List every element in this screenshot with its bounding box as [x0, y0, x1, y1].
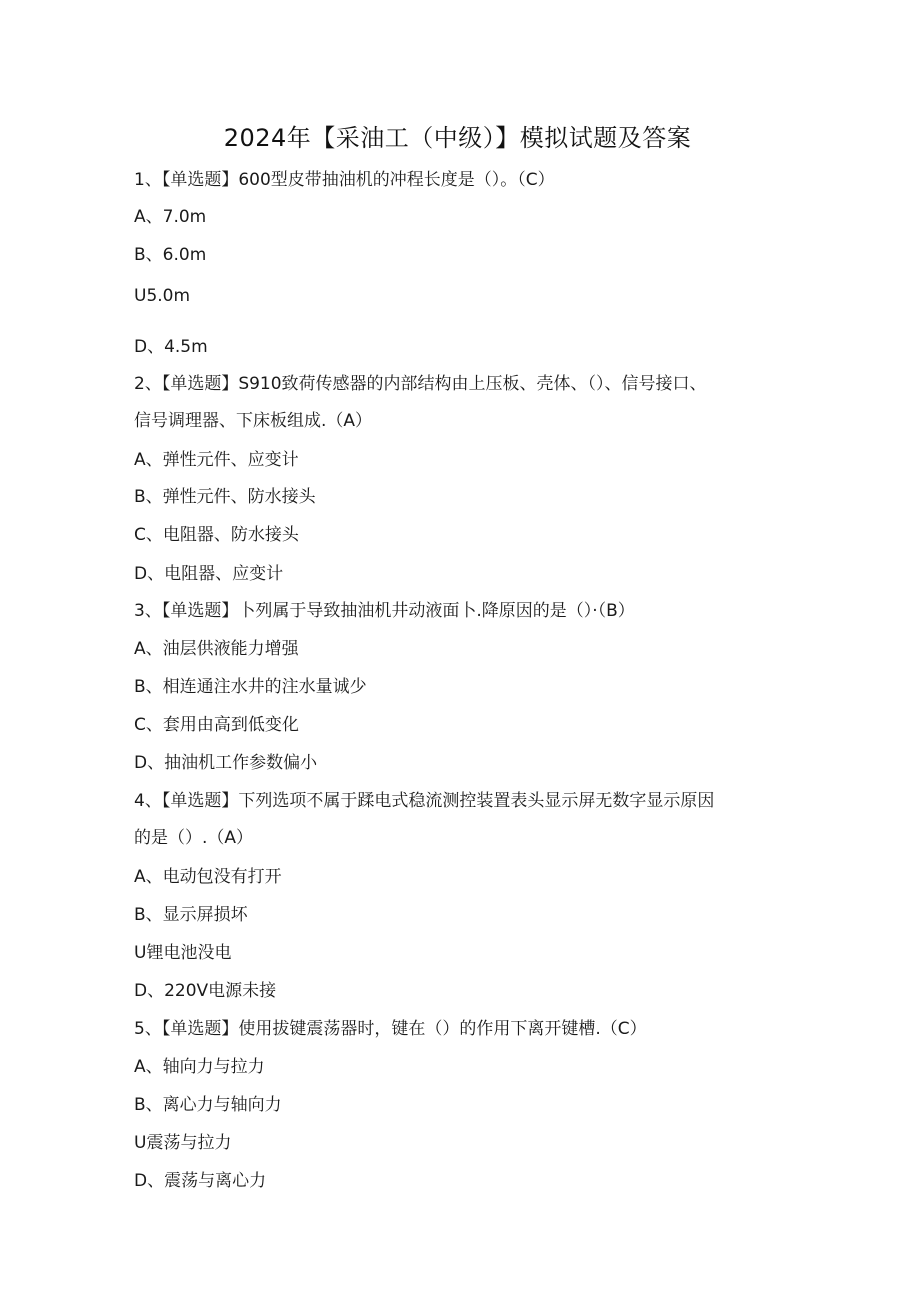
- question-5-option-a: A、轴向力与拉力: [134, 1057, 265, 1077]
- question-3-text: 3、【单选题】卜列属于导致抽油机井动液面卜.降原因的是（）·（B）: [134, 601, 635, 621]
- question-5-option-b: B、离心力与轴向力: [134, 1095, 282, 1115]
- question-5-option-c: U震荡与拉力: [134, 1133, 232, 1153]
- question-4-option-d: D、220V电源未接: [134, 981, 277, 1001]
- question-4-option-b: B、显示屏损坏: [134, 905, 248, 925]
- question-3-option-a: A、油层供液能力增强: [134, 639, 299, 659]
- document-title: 2024年【采油工（中级）】模拟试题及答案: [223, 124, 692, 152]
- question-3-option-b: B、相连通注水井的注水量诚少: [134, 677, 367, 697]
- question-5-option-d: D、震荡与离心力: [134, 1171, 267, 1191]
- question-1-option-c: U5.0m: [134, 286, 191, 306]
- question-5-text: 5、【单选题】使用拔键震荡器时，键在（）的作用下离开键槽.（C）: [134, 1019, 647, 1039]
- question-2-option-c: C、电阻器、防水接头: [134, 525, 299, 545]
- question-2-text-line-1: 2、【单选题】S910致荷传感器的内部结构由上压板、壳体、（）、信号接口、: [134, 374, 707, 394]
- question-2-option-d: D、电阻器、应变计: [134, 564, 284, 584]
- question-4-option-a: A、电动包没有打开: [134, 867, 282, 887]
- question-1-option-d: D、4.5m: [134, 337, 208, 357]
- question-2-option-a: A、弹性元件、应变计: [134, 450, 299, 470]
- question-1-text: 1、【单选题】600型皮带抽油机的冲程长度是（）。（C）: [134, 170, 555, 190]
- question-2-text-line-2: 信号调理器、下床板组成.（A）: [134, 411, 373, 431]
- question-4-text-line-2: 的是（）.（A）: [134, 828, 254, 848]
- question-3-option-d: D、抽油机工作参数偏小: [134, 753, 318, 773]
- question-4-text-line-1: 4、【单选题】下列选项不属于蹂电式稳流测控装置表头显示屏无数字显示原因: [134, 791, 715, 811]
- question-1-option-a: A、7.0m: [134, 207, 207, 227]
- question-1-option-b: B、6.0m: [134, 245, 207, 265]
- question-2-option-b: B、弹性元件、防水接头: [134, 487, 316, 507]
- question-4-option-c: U锂电池没电: [134, 943, 232, 963]
- question-3-option-c: C、套用由高到低变化: [134, 715, 299, 735]
